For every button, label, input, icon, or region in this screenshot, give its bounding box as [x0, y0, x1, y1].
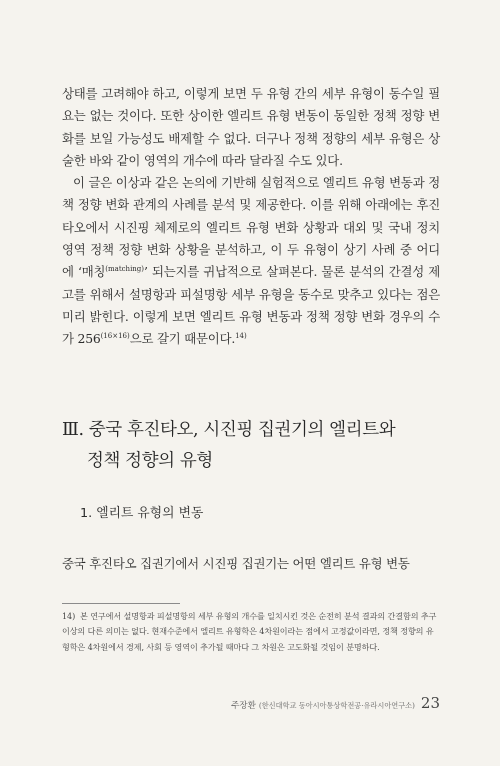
footnote-number: 14) [62, 611, 76, 621]
paragraph-2-part-c: 으로 갈기 때문이다. [129, 331, 236, 347]
footnote-text: 본 연구에서 설명항과 피설명항의 세부 유형의 개수를 일치시킨 것은 순전히 분석 결과의 간결함의 추구 이상의 다른 의미는 없다. 현재수준에서 엘리트 유형학은 4차원이라는 점에서 고정값이라면, 정책 정향의 유형학은 4차원에서 경제, 사회 등 영역이 추가될 때마다 그 차원은 고도화될 것임이 분명하다. [62, 611, 437, 652]
section-heading [62, 415, 452, 477]
footer-affiliation: (한신대학교 동아시아통상학전공·유라시아연구소) [258, 701, 415, 710]
page-footer [231, 694, 440, 712]
exponent-superscript: (16×16) [100, 332, 130, 341]
footnote-reference: 14) [235, 332, 247, 341]
paragraph-2-part-a: 이 글은 이상과 같은 논의에 기반해 실험적으로 엘리트 유형 변동과 정책 정향 변화 관계의 사례를 분석 및 제공한다. 이를 위해 아래에는 후진타오에서 시진핑 체제로의 엘리트 유형 변화 상황과 대외 및 국내 정치 영역 정책 정향 변화 상황을 분석하고, 이 두 유형이 상기 사례 중 어디에 ‘매칭 [62, 175, 440, 280]
paragraph-2-part-b: ’ 되는지를 귀납적으로 살펴본다. 물론 분석의 간결성 제고를 위해서 설명항과 피설명항 세부 유형을 동수로 맞추고 있다는 점은 미리 밝힌다. 이렇게 보면 엘리트 유형 변동과 정책 정향 변화 경우의 수가 256 [62, 264, 440, 347]
body-text [62, 83, 440, 351]
paragraph-2 [62, 172, 440, 350]
page-number: 23 [420, 694, 440, 712]
matching-superscript: (matching) [105, 265, 145, 274]
footnote-14 [62, 609, 440, 655]
subsection-heading: 1. 엘리트 유형의 변동 [80, 506, 204, 521]
paragraph-3: 중국 후진타오 집권기에서 시진핑 집권기는 어떤 엘리트 유형 변동 [62, 556, 410, 571]
footnote-divider [62, 603, 180, 604]
section-heading-line-1: Ⅲ. 중국 후진타오, 시진핑 집권기의 엘리트와 [62, 420, 396, 440]
paragraph-1: 상태를 고려해야 하고, 이렇게 보면 두 유형 간의 세부 유형이 동수일 필요는 없는 것이다. 또한 상이한 엘리트 유형 변동이 동일한 정책 정향 변화를 보일 가능성도 배제할 수 없다. 더구나 정책 정향의 세부 유형은 상술한 바와 같이 영역의 개수에 따라 달라질 수도 있다. [62, 86, 440, 168]
footer-author: 주장환 [231, 701, 256, 711]
section-heading-line-2: 정책 정향의 유형 [87, 451, 213, 471]
